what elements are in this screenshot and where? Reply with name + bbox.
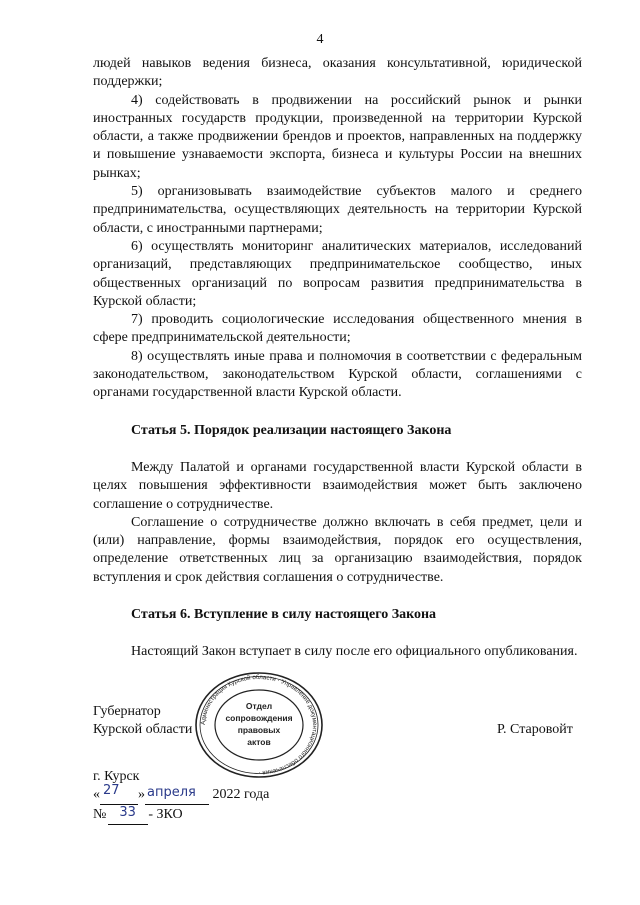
paragraph-item-6: 6) осуществлять мониторинг аналитических материалов, исследований организаций, представляющих предпринимательское сообщество, иных общественных организаций по вопросам развития предпринимательства в Курской области; xyxy=(93,238,582,309)
signatory-name: Р. Старовойт xyxy=(497,722,573,737)
number-blank xyxy=(108,806,148,825)
law-number-line xyxy=(93,806,293,826)
stamp-center-line-1: Отдел xyxy=(245,701,273,711)
paragraph-continuation: людей навыков ведения бизнеса, оказания консультативной, юридической поддержки; xyxy=(93,56,582,90)
date-day-handwritten: 27 xyxy=(103,783,120,798)
date-month-blank xyxy=(145,786,209,805)
official-stamp xyxy=(193,671,325,779)
article-6-heading: Статья 6. Вступление в силу настоящего Закона xyxy=(131,607,437,623)
paragraph-item-4: 4) содействовать в продвижении на российский рынок и рынки иностранных государств продукции, произведенной на территории Курской области, а также продвижении брендов и проектов, направленных на поддержку и повышение узнаваемости экспорта, бизнеса и культуры России на внешних рынках; xyxy=(93,92,582,181)
date-quote-open: « xyxy=(93,787,100,802)
paragraph-item-5: 5) организовывать взаимодействие субъектов малого и среднего предпринимательства, осуществляющих деятельность на территории Курской области, с иностранными партнерами; xyxy=(93,184,582,236)
article-5-paragraph-2: Соглашение о сотрудничестве должно включать в себя предмет, цели и (или) направление, формы взаимодействия, порядок его осуществления, определение ответственных лиц за организацию взаимодействия, порядок вступления и срок действия соглашения о сотрудничестве. xyxy=(93,514,582,585)
number-suffix: - ЗКО xyxy=(148,807,183,822)
page-number: 4 xyxy=(316,32,324,47)
stamp-center-line-3: правовых xyxy=(237,725,281,735)
date-quote-close: » xyxy=(138,787,145,802)
stamp-ring-text: Администрация Курской области · Управление документационного обеспечения · xyxy=(199,673,319,777)
signature-title-line-2: Курской области xyxy=(93,722,193,737)
paragraph-item-7: 7) проводить социологические исследования общественного мнения в сфере предпринимательской деятельности; xyxy=(93,312,582,346)
article-5-paragraph-1: Между Палатой и органами государственной власти Курской области в целях повышения эффективности взаимодействия может быть заключено соглашение о сотрудничестве. xyxy=(93,459,582,512)
signature-title xyxy=(93,703,192,739)
article-5-heading: Статья 5. Порядок реализации настоящего Закона xyxy=(131,422,452,438)
number-handwritten: 33 xyxy=(119,805,136,820)
date-line xyxy=(93,783,353,806)
paragraph-item-8: 8) осуществлять иные права и полномочия в соответствии с федеральным законодательством, законодательством Курской области, соглашениями с органами государственной власти Курской области. xyxy=(93,348,582,401)
document-body xyxy=(93,55,582,662)
stamp-center-line-2: сопровождения xyxy=(225,713,293,723)
article-6-paragraph-1: Настоящий Закон вступает в силу после его официального опубликования. xyxy=(131,644,578,660)
signature-title-line-1: Губернатор xyxy=(93,704,161,719)
date-year: 2022 года xyxy=(212,787,270,802)
city-line: г. Курск xyxy=(93,769,140,784)
date-month-handwritten: апреля xyxy=(147,785,196,800)
number-prefix: № xyxy=(93,807,107,822)
date-day-blank xyxy=(100,783,138,805)
stamp-center-line-4: актов xyxy=(247,737,271,747)
